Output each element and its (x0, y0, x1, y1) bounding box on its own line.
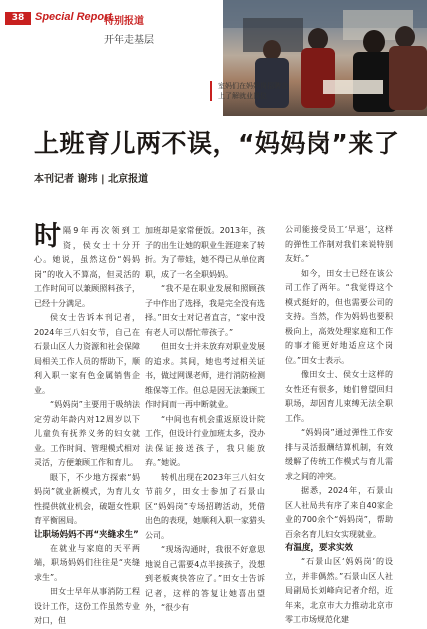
paragraph: “我不是在职业发展和照顾孩子中作出了选择，我是完全没有选择。”田女士对记者直言，“家中没有老人可以帮忙带孩子。” (145, 284, 265, 337)
paragraph: “妈妈岗”通过弹性工作安排与灵活报酬结算机制，有效缓解了传统工作模式与育儿需求之间的冲突。 (285, 428, 393, 481)
paragraph: 但田女士并未放弃对职业发展的追求。其间，她也考过相关证书，做过网课老师，进行消防检测维保等工作。但总是因无法兼顾工作时间而一再中断就业。 (145, 342, 265, 409)
column-label: 特别报道 (104, 16, 144, 27)
section-label: Special Report (35, 11, 113, 23)
section-subhead: 有温度，要求实效 (285, 543, 354, 553)
paragraph: “石景山区‘妈妈岗’的设立，并非偶然。”石景山区人社局副局长刘峰向记者介绍，近年来，北京市大力推动北京市零工市场规范化建 (285, 557, 393, 624)
article-column-2 (145, 224, 265, 616)
paragraph: 田女士早年从事消防工程设计工作，这份工作虽然专业对口，但 (34, 587, 140, 625)
article-byline: 本刊记者 谢玮 | 北京报道 (34, 174, 149, 185)
column-sub: 开年走基层 (104, 35, 154, 46)
paragraph: 侯女士告诉本刊记者，2024年三八妇女节，自己在石景山区人力资源和社会保障局相关工作人员的帮助下，顺利入职一家有色金属销售企业。 (34, 313, 140, 395)
photo-caption: 室妈们在妈妈岗招聘会上了解就业岗位 (210, 81, 294, 101)
paragraph: 加班却是家常便饭。2013年，孩子的出生让她的职业生涯迎来了转折。为了带娃，她不得已从单位离职，成了一名全职妈妈。 (145, 226, 265, 279)
paragraph: 在就业与家庭的天平两端，职场妈妈们往往是“夹缝求生”。 (34, 543, 140, 582)
paragraph-text: 隔9年再次领到工资，侯女士十分开心。她说，虽然这份“妈妈岗”的收入不算高，但灵活的工作时间可以兼顾照料孩子，已经十分满足。 (34, 226, 140, 308)
page-number: 38 (5, 12, 31, 25)
paragraph: “中间也有机会重返原设计院工作，但设计行业加班太多，没办法保证接送孩子，我只能放弃。”她说。 (145, 414, 265, 467)
article-column-1 (34, 221, 140, 629)
page-header (0, 0, 230, 60)
section-subhead: 让职场妈妈不再“夹缝求生” (34, 529, 139, 540)
drop-cap: 时 (34, 221, 61, 252)
paragraph: “妈妈岗”主要用于吸纳法定劳动年龄内对12周岁以下儿童负有抚养义务的妇女就业。工作时间、管理模式相对灵活，方便兼顾工作和育儿。 (34, 400, 140, 467)
article-title: 上班育儿两不误，“妈妈岗”来了 (34, 129, 400, 158)
paragraph: 像田女士、侯女士这样的女性还有很多，她们曾望回归职场，却因育儿束缚无法全职工作。 (285, 370, 393, 423)
paragraph: 眼下，不少地方探索“妈妈岗”就业新模式，为育儿女性提供就业机会，破题女性职育平衡困局。 (34, 472, 140, 525)
paragraph: 如今，田女士已经在该公司工作了两年。“我觉得这个模式挺好的，但也需要公司的支持。当然，作为妈妈也要积极向上，高效处理家庭和工作的事才能更好地适应这个岗位。”田女士表示。 (285, 268, 393, 365)
paragraph (34, 221, 140, 311)
paragraph: 公司能接受员工‘早退’，这样的弹性工作制对我们来说特别友好。” (285, 225, 393, 263)
paragraph: 转机出现在2023年三八妇女节前夕，田女士参加了石景山区“妈妈岗”专场招聘活动，凭借出色的表现，她顺利入职一家猎头公司。 (145, 472, 265, 540)
paragraph: “现场沟通时，我很不好意思地说自己需要4点半接孩子，没想到老板爽快答应了。”田女士告诉记者，这样的答复让她喜出望外，“很少有 (145, 545, 265, 612)
article-column-3 (285, 223, 393, 628)
paragraph: 据悉，2024年，石景山区人社局共有序了来自40家企业的700余个“妈妈岗”，帮助百余名育儿妇女实现就业。 (285, 486, 393, 539)
